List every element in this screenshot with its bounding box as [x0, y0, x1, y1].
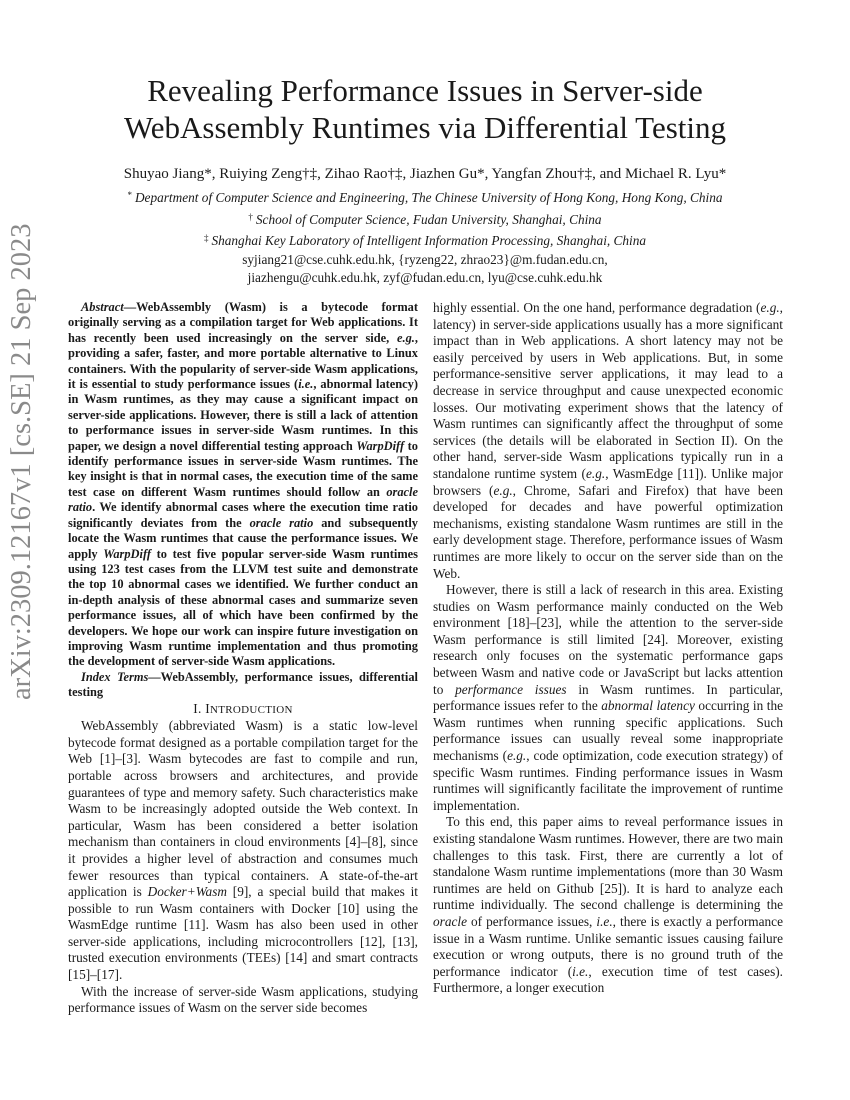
left-column — [68, 300, 418, 1017]
affiliation-2: † School of Computer Science, Fudan University, Shanghai, China — [248, 211, 602, 227]
intro-paragraph-4: To this end, this paper aims to reveal performance issues in existing standalone Wasm runtimes. However, there are two main challenges to this task. First, there are currently a lot of standalone Wasm runtime implementations (more than 30 Wasm runtimes are held on Github [25]). It is hard to analyze each runtime individually. The second challenge is determining the oracle of performance issues, i.e., there is exactly a performance issue in a Wasm runtime. Unlike semantic issues causing failure execution or wrong outputs, there is no ground truth of the performance indicator (i.e., execution time of test cases). Furthermore, a longer execution — [433, 814, 783, 996]
section-heading-introduction: I. INTRODUCTION — [193, 700, 293, 716]
intro-paragraph-1: WebAssembly (abbreviated Wasm) is a static low-level bytecode format designed as a portable compilation target for the Web [1]–[3]. Wasm bytecodes are fast to compile and run, portable across browsers and architectures, and provide guarantees of type and memory safety. Such characteristics make Wasm to be increasingly adopted outside the Web context. In particular, Wasm has been considered a better isolation mechanism than containers in cloud environments [4]–[8], since it provides a higher level of abstraction and consumes much fewer resources than typical containers. A state-of-the-art application is Docker+Wasm [9], a special build that makes it possible to run Wasm containers with Docker [10] using the WasmEdge runtime [11]. Wasm has also been used in other server-side applications, including microcontrollers [12], [13], trusted execution environments (TEEs) [14] and smart contracts [15]–[17]. — [68, 718, 418, 983]
abstract: Abstract—WebAssembly (Wasm) is a bytecode format originally serving as a compilation target for Web applications. It has recently been used increasingly on the server side, e.g., providing a safer, faster, and more portable alternative to Linux containers. With the popularity of server-side Wasm applications, it is essential to study performance issues (i.e., abnormal latency) in Wasm runtimes, as they may cause a significant impact on server-side applications. However, there is still a lack of attention to performance issues in server-side Wasm runtimes. In this paper, we design a novel differential testing approach WarpDiff to identify performance issues in server-side Wasm runtimes. The key insight is that in normal cases, the execution time of the same test case on different Wasm runtimes should follow an oracle ratio. We identify abnormal cases where the execution time ratio significantly deviates from the oracle ratio and subsequently locate the Wasm runtimes that cause the performance issues. We apply WarpDiff to test five popular server-side Wasm runtimes using 123 test cases from the LLVM test suite and demonstrate the top 10 abnormal cases we identified. We further conduct an in-depth analysis of these abnormal cases and summarize seven performance issues, all of which have been confirmed by the developers. We hope our work can inspire future investigation on improving Wasm runtime implementation and thus promoting the development of server-side Wasm applications. Index Terms—WebAssembly, performance issues, differential testing — [68, 300, 419, 700]
paper-title — [0, 72, 850, 146]
affiliation-3: ‡ Shanghai Key Laboratory of Intelligent Information Processing, Shanghai, China — [203, 233, 647, 248]
affiliations — [0, 186, 850, 288]
title-line-2: WebAssembly Runtimes via Differential Testing — [123, 110, 727, 145]
title-line-1: Revealing Performance Issues in Server-side — [147, 73, 703, 108]
intro-paragraph-3: However, there is still a lack of research in this area. Existing studies on Wasm performance mainly conducted on the Web environment [18]–[23], while the attention to the server-side Wasm performance is still limited [24]. Moreover, existing research only focuses on the systematic performance gaps between Wasm and native code or JavaScript but lacks attention to performance issues in Wasm runtimes. In particular, performance issues refer to the abnormal latency occurring in the Wasm runtimes when running specific applications. Such performance issues can usually reveal some inappropriate mechanisms (e.g., code optimization, code execution strategy) of specific Wasm runtimes. Finding performance issues in Wasm runtimes will significantly facilitate the improvement of runtime implementation. — [433, 582, 783, 813]
intro-paragraph-2-cont: highly essential. On the one hand, performance degradation (e.g., latency) in server-side applications usually has a more significant impact than in Web applications. A short latency may not be easily perceived by users in Web applications. But, in some performance-sensitive server applications, it may lead to a decrease in service throughput and cause unexpected economic losses. Our motivating experiment shows that the latency of Wasm runtimes can significantly affect the throughput of some services (the details will be elaborated in Section II). On the other hand, server-side Wasm applications typically run in a standalone runtime system (e.g., WasmEdge [11]). Unlike major browsers (e.g., Chrome, Safari and Firefox) that have been developed for decades and have powerful optimization mechanisms, existing standalone Wasm runtimes are still in the early development stage. Therefore, performance issues of Wasm runtimes are more likely to occur on the server side than on the Web. — [433, 300, 783, 581]
author-list: Shuyao Jiang*, Ruiying Zeng†‡, Zihao Rao†‡, Jiazhen Gu*, Yangfan Zhou†‡, and Michael R. Lyu* — [123, 166, 727, 182]
right-column — [433, 300, 783, 997]
email-line-1: syjiang21@cse.cuhk.edu.hk, {ryzeng22, zhrao23}@m.fudan.edu.cn, — [242, 251, 608, 267]
affiliation-1: * Department of Computer Science and Engineering, The Chinese University of Hong Kong, Hong Kong, China — [127, 190, 723, 205]
intro-paragraph-2: With the increase of server-side Wasm applications, studying performance issues of Wasm on the server side becomes — [68, 983, 418, 1016]
index-terms: Index Terms—WebAssembly, performance issues, differential testing — [68, 669, 418, 700]
email-line-2: jiazhengu@cuhk.edu.hk, zyf@fudan.edu.cn, lyu@cse.cuhk.edu.hk — [247, 270, 603, 285]
